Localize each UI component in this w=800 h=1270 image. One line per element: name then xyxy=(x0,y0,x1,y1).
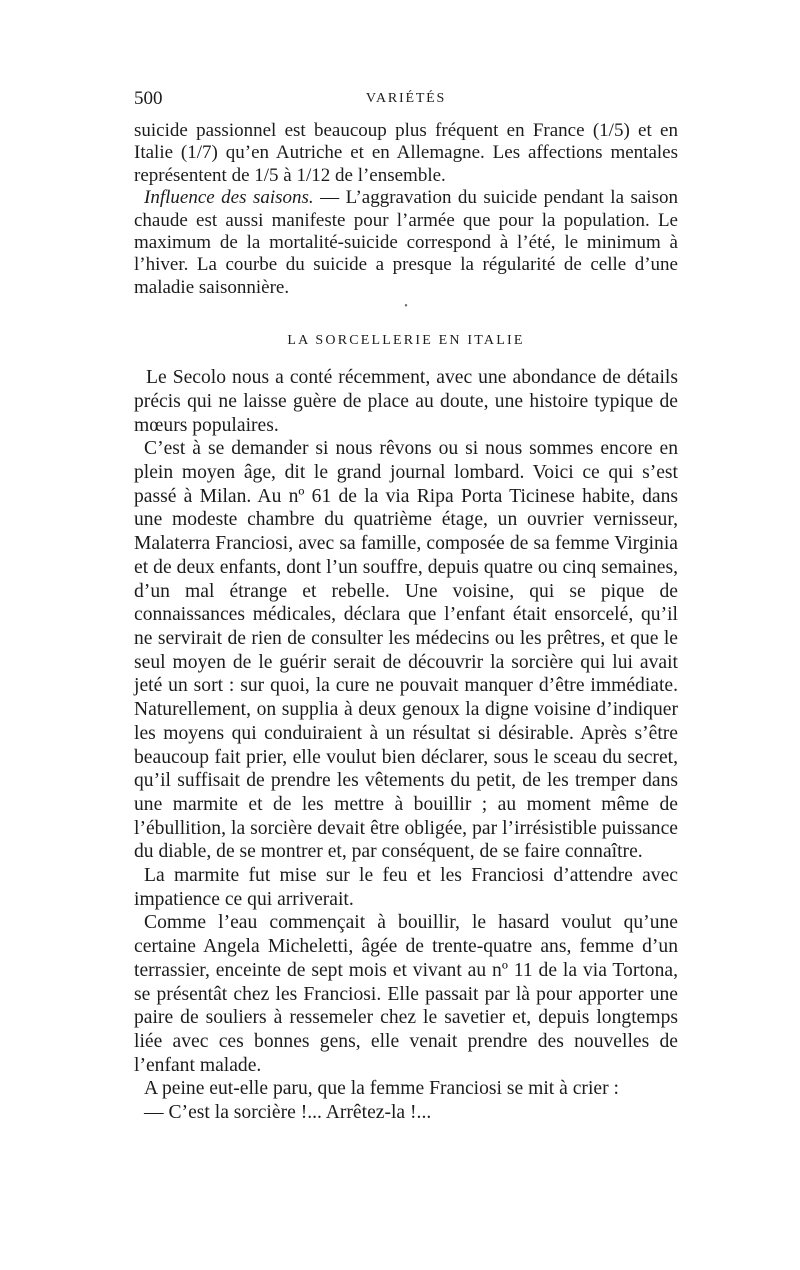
previous-section xyxy=(134,120,678,299)
page-number: 500 xyxy=(134,88,163,109)
article-paragraph-3: La marmite fut mise sur le feu et les Franciosi d’attendre avec impatience ce qui arriverait. xyxy=(134,865,678,910)
book-page xyxy=(134,88,678,1125)
article-paragraph-2: C’est à se demander si nous rêvons ou si nous sommes encore en plein moyen âge, dit le grand journal lombard. Voici ce qui s’est passé à Milan. Au nº 61 de la via Ripa Porta Ticinese habite, dans une modeste chambre du quatrième étage, un ouvrier vernisseur, Malaterra Franciosi, avec sa famille, composée de sa femme Virginia et de deux enfants, dont l’un souffre, depuis quatre ou cinq semaines, d’un mal étrange et rebelle. Une voisine, qui se pique de connaissances médicales, déclara que l’enfant était ensorcelé, qu’il ne servirait de rien de consulter les médecins ou les prêtres, et que le seul moyen de le guérir serait de découvrir la sorcière qui lui avait jeté un sort : sur quoi, la cure ne pouvait manquer d’être immédiate. Naturellement, on supplia à deux genoux la digne voisine d’indiquer les moyens qui conduiraient à un résultat si désirable. Après s’être beaucoup fait prier, elle voulut bien déclarer, sous le sceau du secret, qu’il suffisait de prendre les vêtements du petit, de les tremper dans une marmite et de les mettre à bouillir ; au moment même de l’ébullition, la sorcière devait être obligée, par l’irrésistible puissance du diable, de se montrer et, par conséquent, de se faire connaître. xyxy=(134,438,678,863)
running-title: VARIÉTÉS xyxy=(365,91,447,106)
seasons-paragraph xyxy=(134,187,678,299)
seasons-text: — L’aggravation du suicide pendant la saison chaude est aussi manifeste pour l’armée que pour la population. Le maximum de la mortalité-suicide correspond à l’été, le minimum à l’hiver. La courbe du suicide a presque la régularité de celle d’une maladie saisonnière. xyxy=(134,187,678,298)
section-title: LA SORCELLERIE EN ITALIE xyxy=(287,333,525,349)
article-paragraph-6: — C’est la sorcière !... Arrêtez-la !... xyxy=(144,1102,432,1124)
article-sorcellerie xyxy=(134,331,678,1125)
seasons-lead: Influence des saisons. xyxy=(144,187,314,209)
article-paragraph-5: A peine eut-elle paru, que la femme Franciosi se mit à crier : xyxy=(144,1078,619,1100)
section-ornament: • xyxy=(404,301,408,313)
article-paragraph-4: Comme l’eau commençait à bouillir, le hasard voulut qu’une certaine Angela Micheletti, âgée de trente-quatre ans, femme d’un terrassier, enceinte de sept mois et vivant au nº 11 de la via Tortona, se présentât chez les Franciosi. Elle passait par là pour apporter une paire de souliers à ressemeler chez le savetier et, depuis longtemps liée avec ces bonnes gens, elle venait prendre des nouvelles de l’enfant malade. xyxy=(134,912,678,1076)
running-head xyxy=(134,88,678,120)
article-paragraph-1: Le Secolo nous a conté récemment, avec une abondance de détails précis qui ne laisse guère de place au doute, une histoire typique de mœurs populaires. xyxy=(134,367,678,436)
suicide-statistics-paragraph: suicide passionnel est beaucoup plus fréquent en France (1/5) et en Italie (1/7) qu’en Autriche et en Allemagne. Les affections mentales représentent de 1/5 à 1/12 de l’ensemble. xyxy=(134,120,678,186)
